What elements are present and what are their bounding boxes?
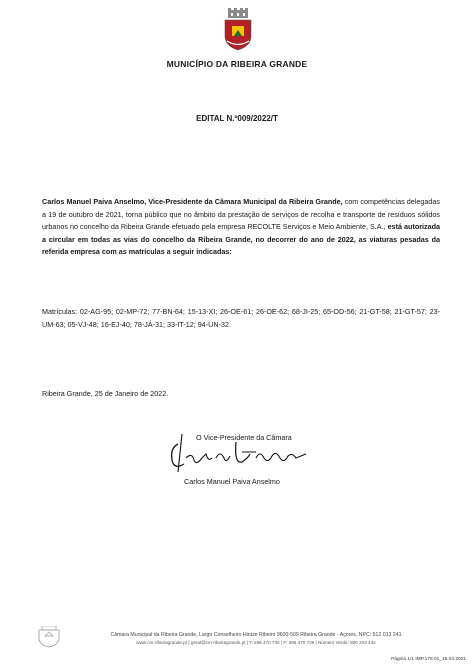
- municipal-crest-logo: [223, 8, 253, 52]
- license-plates: Matrículas: 02-AG-95; 02-MP-72; 77-BN-64; 15-13-XI; 26-OE-61; 26-OE-62; 68-JI-25; 65-OD-56; 21-GT-58; 21-GT-57; 23-UM-63; 05-VJ-48; 16-EJ-40; 78-JÁ-31; 33-IT-12; 94-UN-32.: [42, 307, 440, 329]
- footer-contacts: www.cm-ribeiragrande.pt | geral@cm-ribeiragrande.pt | T: 296 470 730 | F: 296 470 736 | Número Verde: 800 203 432: [136, 640, 376, 645]
- edital-body: [42, 196, 440, 259]
- signature-role: O Vice-Presidente da Câmara: [196, 433, 292, 442]
- signatory-name: Carlos Manuel Paiva Anselmo: [184, 477, 280, 486]
- body-text: com competências delegadas a 19 de outubro de 2021, torna público que no âmbito da prestação de serviços de recolha e transporte de resíduos sólidos urbanos no concelho da Ribeira Grande efetuado pela empresa RECOLTE Serviços e Meio Ambiente, S.A.,: [42, 197, 440, 232]
- edital-title: EDITAL N.º009/2022/T: [196, 114, 278, 123]
- footer-crest-logo: [37, 626, 61, 648]
- handwritten-signature: [164, 424, 316, 474]
- date-line: Ribeira Grande, 25 de Janeiro de 2022.: [42, 389, 169, 398]
- page-info: Página 1/1 IMP.178.01_18.03.2021: [391, 657, 466, 662]
- organization-name: MUNICÍPIO DA RIBEIRA GRANDE: [166, 59, 308, 69]
- body-lead: Carlos Manuel Paiva Anselmo, Vice-Presidente da Câmara Municipal da Ribeira Grande,: [42, 197, 343, 206]
- body-authorization: está autorizada a circular em todas as vias do concelho da Ribeira Grande, no decorrer do ano de 2022, as viaturas pesadas da referida empresa com as matrículas a seguir indicadas:: [42, 222, 441, 257]
- footer-address: Câmara Municipal da Ribeira Grande, Largo Conselheiro Hintze Ribeiro 9600-509 Ribeira Grande - Açores, NPC: 512 013 241: [110, 632, 402, 638]
